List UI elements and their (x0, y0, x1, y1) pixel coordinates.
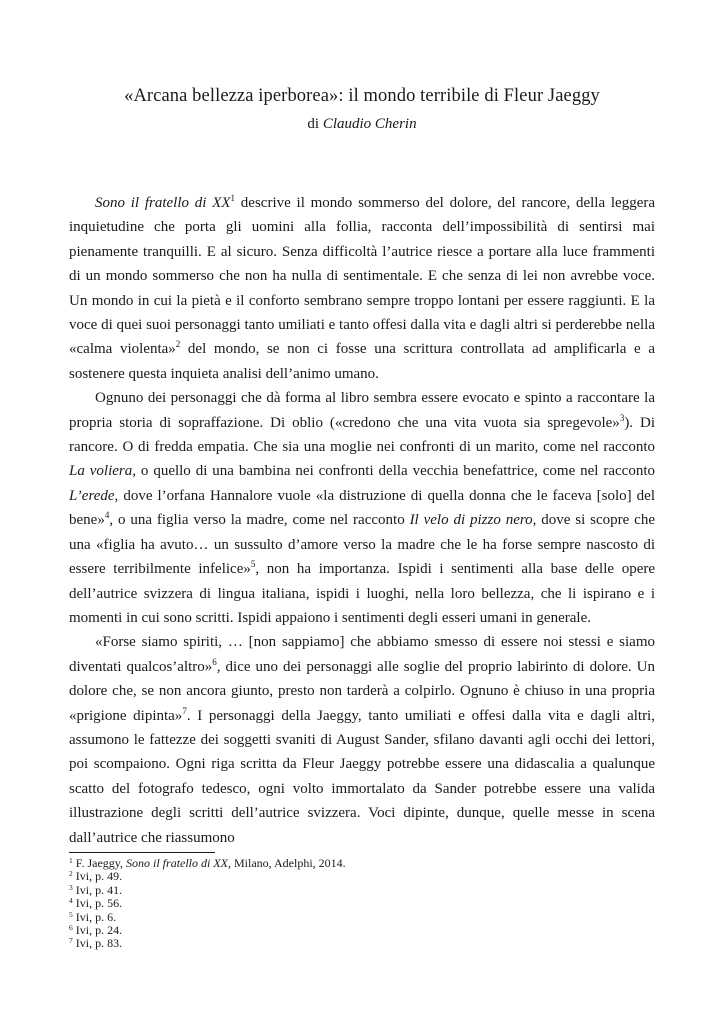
italic-text: Sono il fratello di XX (126, 856, 229, 870)
text-run: . I personaggi della Jaeggy, tanto umiliati e offesi dalla vita e dagli altri, assumono le fattezze dei soggetti svaniti di August Sander, sfilano davanti agli occhi dei lettori, poi scompaiono. Ogni riga scritta da Fleur Jaeggy potrebbe essere una didascalia a qualunque scatto del fotografo tedesco, ogni volto immortalato da Sander potrebbe essere una valida illustrazione degli scritti dell’autrice svizzera. Voci dipinte, dunque, quelle messe in scena dall’autrice che riassumono (69, 707, 655, 846)
text-run: Ivi, p. 24. (72, 923, 123, 938)
page-title: «Arcana bellezza iperborea»: il mondo terribile di Fleur Jaeggy (124, 86, 600, 106)
paragraph (69, 386, 655, 630)
footnote-ref: 7 (69, 936, 73, 946)
footnote-item (69, 911, 655, 924)
footnote-ref: 2 (175, 339, 181, 350)
text-run: del mondo, se non ci fosse una scrittura controllata ad amplificarla e a sostenere questa inquieta analisi dell’animo umano. (69, 341, 655, 382)
footnote-ref: 7 (182, 705, 187, 716)
footnote-ref: 3 (619, 412, 625, 423)
footnote-item (69, 937, 655, 950)
footnote-ref: 4 (69, 896, 73, 906)
text-run: Ivi, p. 83. (72, 936, 123, 951)
text-run: Ivi, p. 6. (72, 909, 117, 924)
text-run: F. Jaeggy, (72, 856, 127, 870)
footnote-item (69, 897, 655, 910)
footnote-separator (69, 852, 215, 853)
author-line (0, 116, 724, 133)
paragraph (69, 630, 655, 850)
footnote-ref: 4 (104, 510, 110, 521)
footnote-item (69, 884, 655, 897)
footnote-ref: 6 (212, 656, 217, 667)
text-run: Ivi, p. 56. (72, 896, 123, 911)
paragraph (69, 191, 655, 386)
italic-text: Sono il fratello di XX (95, 195, 231, 211)
footnote-item (69, 870, 655, 883)
footnote-ref: 2 (69, 869, 73, 879)
article-body (69, 191, 655, 850)
text-run: Ivi, p. 41. (72, 882, 123, 897)
footnote-item (69, 924, 655, 937)
footnote-ref: 5 (69, 909, 73, 919)
text-run: ). Di rancore. O di fredda empatia. Che sia una moglie nei confronti di un marito, come nel racconto (69, 414, 656, 456)
text-run: «Forse siamo spiriti, … [non sappiamo] che abbiamo smesso di essere noi stessi e siamo diventati qualcos’altro» (69, 634, 655, 675)
italic-text: Il velo di pizzo nero (409, 512, 533, 529)
footnote-ref: 5 (250, 559, 256, 570)
footnotes (69, 857, 655, 951)
italic-text: La voliera (69, 463, 133, 480)
text-run: , o una figlia verso la madre, come nel racconto (109, 512, 410, 529)
footnote-ref: 1 (230, 193, 236, 203)
text-run: descrive il mondo sommerso del dolore, del rancore, della leggera inquietudine che porta gli uomini alla follia, racconta dell’impossibilità di sentirsi mai pienamente tranquilli. E al sicuro. Senza difficoltà l’autrice riesce a portare alla luce frammenti di un mondo sommerso che non ha nulla di sentimentale. E che senza di lei non avrebbe voce. Un mondo in cui la pietà e il conforto sembrano sempre troppo lontani per essere raggiunti. E la voce di quei suoi personaggi tanto umiliati e tanto offesi dalla vita e dagli altri si perderebbe nella «calma violenta» (69, 195, 656, 358)
author-prefix: di (307, 116, 323, 132)
text-run: Ivi, p. 49. (72, 869, 123, 884)
author-name: Claudio Cherin (322, 116, 417, 132)
footnote-item (69, 857, 655, 870)
text-run: , Milano, Adelphi, 2014. (228, 856, 346, 870)
text-run: , non ha importanza. Ispidi i sentimenti alla base delle opere dell’autrice svizzera di lingua italiana, ispidi i luoghi, nella loro bellezza, che li ispirano e i momenti in cui sono scritti. Ispidi appaiono i sentimenti degli esseri umani in generale. (69, 561, 655, 626)
text-run: , o quello di una bambina nei confronti della vecchia benefattrice, come nel racconto (132, 463, 655, 480)
text-run: Ognuno dei personaggi che dà forma al libro sembra essere evocato e spinto a raccontare la propria storia di sopraffazione. Di oblio («credono che una vita vuota sia spregevole» (69, 390, 655, 431)
italic-text: L’erede (69, 487, 115, 504)
footnote-ref: 3 (69, 882, 73, 892)
text-run: , dice uno dei personaggi alle soglie del proprio labirinto di dolore. Un dolore che, se non ancora giunto, presto non tarderà a colpirlo. Ognuno è chiuso in una propria «prigione dipinta» (69, 658, 655, 724)
footnote-ref: 1 (69, 856, 73, 865)
text-run: , dove si scopre che una «figlia ha avuto… un sussulto d’amore verso la madre che le ha forse sempre nascosto di essere terribilmente infelice» (69, 512, 655, 578)
text-run: , dove l’orfana Hannalore vuole «la distruzione di quella donna che le faceva [solo] del bene» (69, 487, 655, 529)
footnote-ref: 6 (69, 923, 73, 933)
